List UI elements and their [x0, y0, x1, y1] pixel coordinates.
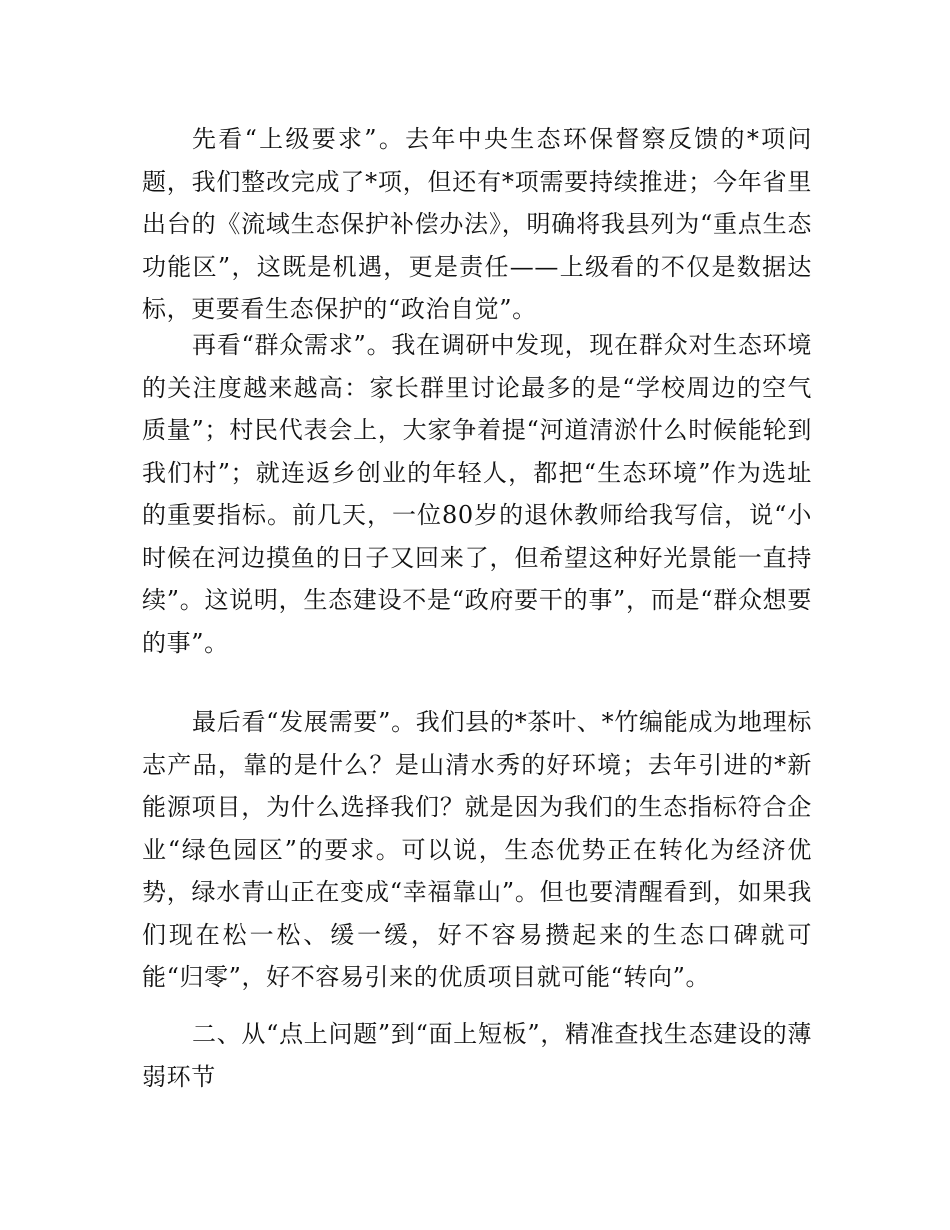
paragraph-public-demand: 再看“群众需求”。我在调研中发现，现在群众对生态环境的关注度越来越高：家长群里讨论最多的是“学校周边的空气质量”；村民代表会上，大家争着提“河道清淤什么时候能轮到我们村”；就连返乡创业的年轻人，都把“生态环境”作为选址的重要指标。前几天，一位80岁的退休教师给我写信，说“小时候在河边摸鱼的日子又回来了，但希望这种好光景能一直持续”。这说明，生态建设不是“政府要干的事”，而是“群众想要的事”。: [142, 331, 812, 657]
paragraph-higher-requirements: 先看“上级要求”。去年中央生态环保督察反馈的*项问题，我们整改完成了*项，但还有*项需要持续推进；今年省里出台的《流域生态保护补偿办法》，明确将我县列为“重点生态功能区”，这既是机遇，更是责任——上级看的不仅是数据达标，更要看生态保护的“政治自觉”。: [142, 125, 812, 323]
paragraph-development-needs: 最后看“发展需要”。我们县的*茶叶、*竹编能成为地理标志产品，靠的是什么？是山清水秀的好环境；去年引进的*新能源项目，为什么选择我们？就是因为我们的生态指标符合企业“绿色园区”的要求。可以说，生态优势正在转化为经济优势，绿水青山正在变成“幸福靠山”。但也要清醒看到，如果我们现在松一松、缓一缓，好不容易攒起来的生态口碑就可能“归零”，好不容易引来的优质项目就可能“转向”。: [142, 708, 812, 991]
section-heading-two: 二、从“点上问题”到“面上短板”，精准查找生态建设的薄弱环节: [142, 1020, 812, 1091]
